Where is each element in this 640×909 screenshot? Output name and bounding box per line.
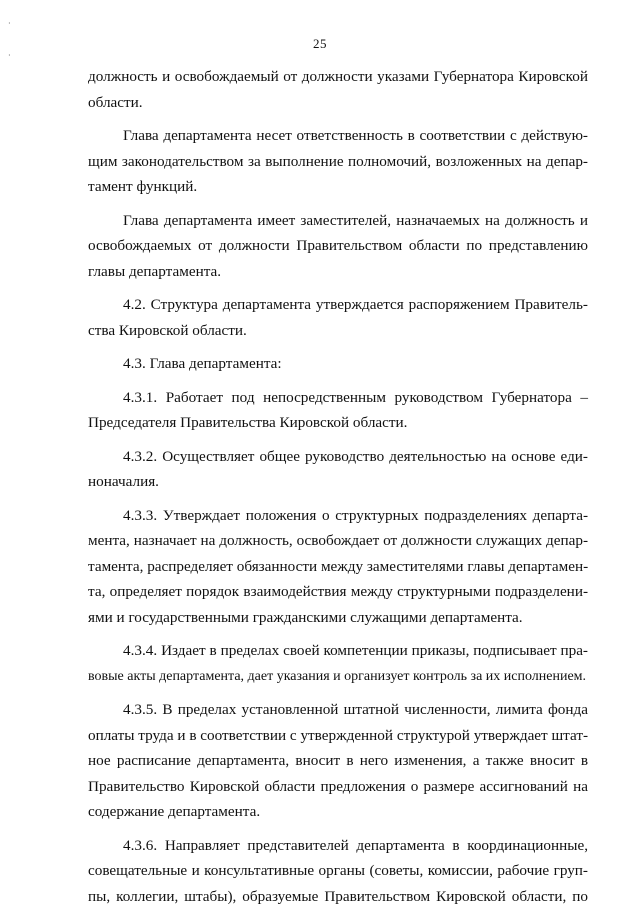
paragraph-gap [88, 200, 588, 208]
paragraph-gap [88, 630, 588, 638]
text-line: тамента, распределяет обязанности между заместителями главы департамен- [88, 554, 588, 580]
text-line: 4.3. Глава департамента: [88, 351, 588, 377]
paragraph-gap [88, 115, 588, 123]
text-line: оплаты труда и в соответствии с утвержденной структурой утверждает штат- [88, 723, 588, 749]
text-line: 4.3.1. Работает под непосредственным руководством Губернатора – [88, 385, 588, 411]
text-line: та, определяет порядок взаимодействия между структурными подразделени- [88, 579, 588, 605]
paragraph-gap [88, 284, 588, 292]
paragraph [88, 208, 588, 285]
scan-artifact-mark: · [8, 52, 11, 60]
paragraph [88, 833, 588, 909]
text-line: области. [88, 90, 588, 116]
text-line: 4.3.4. Издает в пределах своей компетенции приказы, подписывает пра- [88, 638, 588, 664]
text-line: Председателя Правительства Кировской области. [88, 410, 588, 436]
paragraph [88, 697, 588, 825]
text-line: щим законодательством за выполнение полномочий, возложенных на депар- [88, 149, 588, 175]
paragraph [88, 64, 588, 115]
text-line: содержание департамента. [88, 799, 588, 825]
text-line: пы, коллегии, штабы), образуемые Правительством Кировской области, по [88, 884, 588, 909]
text-line: ства Кировской области. [88, 318, 588, 344]
text-line: 4.3.5. В пределах установленной штатной численности, лимита фонда [88, 697, 588, 723]
paragraph [88, 503, 588, 631]
text-line: Глава департамента имеет заместителей, назначаемых на должность и [88, 208, 588, 234]
paragraph-gap [88, 825, 588, 833]
text-line: 4.3.6. Направляет представителей департамента в координационные, [88, 833, 588, 859]
text-line: Правительство Кировской области предложения о размере ассигнований на [88, 774, 588, 800]
text-line: 4.2. Структура департамента утверждается распоряжением Правитель- [88, 292, 588, 318]
text-line: 4.3.2. Осуществляет общее руководство деятельностью на основе еди- [88, 444, 588, 470]
paragraph [88, 123, 588, 200]
paragraph [88, 638, 588, 689]
page-number: 25 [0, 36, 640, 52]
text-line: ями и государственными гражданскими служащими департамента. [88, 605, 588, 631]
paragraph-gap [88, 343, 588, 351]
paragraph-gap [88, 377, 588, 385]
text-line: Глава департамента несет ответственность в соответствии с действую- [88, 123, 588, 149]
text-line: вовые акты департамента, дает указания и организует контроль за их исполнением. [88, 664, 588, 690]
paragraph-gap [88, 495, 588, 503]
text-line: совещательные и консультативные органы (советы, комиссии, рабочие груп- [88, 858, 588, 884]
text-line: мента, назначает на должность, освобождает от должности служащих депар- [88, 528, 588, 554]
text-line: ноначалия. [88, 469, 588, 495]
paragraph-gap [88, 689, 588, 697]
paragraph [88, 351, 588, 377]
paragraph [88, 385, 588, 436]
paragraph-gap [88, 436, 588, 444]
paragraph [88, 292, 588, 343]
text-line: тамент функций. [88, 174, 588, 200]
text-line: должность и освобождаемый от должности указами Губернатора Кировской [88, 64, 588, 90]
paragraph [88, 444, 588, 495]
scan-artifact-mark: · [8, 20, 11, 28]
text-line: 4.3.3. Утверждает положения о структурных подразделениях департа- [88, 503, 588, 529]
text-line: освобождаемых от должности Правительством области по представлению [88, 233, 588, 259]
text-line: ное расписание департамента, вносит в него изменения, а также вносит в [88, 748, 588, 774]
document-body [88, 64, 588, 909]
text-line: главы департамента. [88, 259, 588, 285]
